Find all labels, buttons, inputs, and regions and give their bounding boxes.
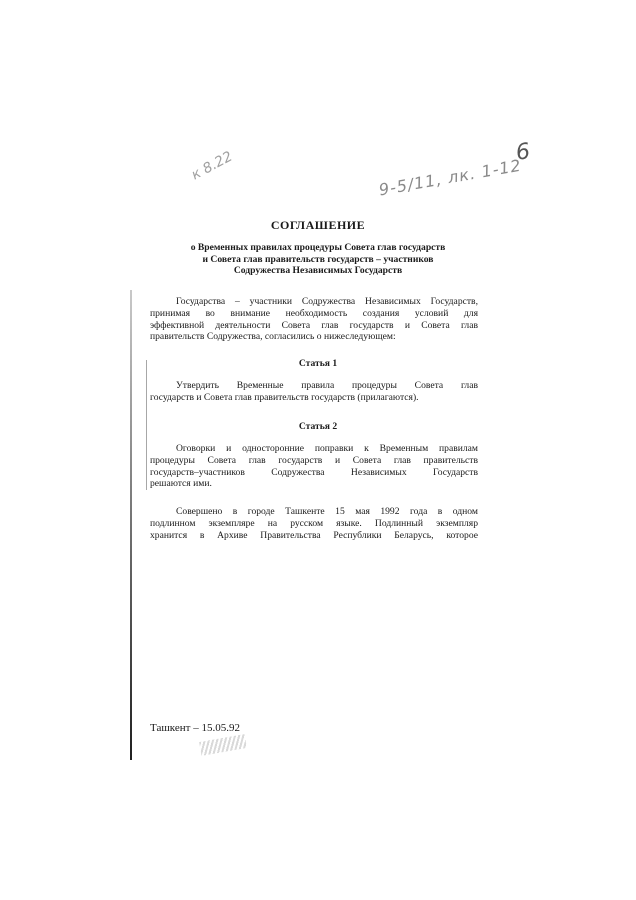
preamble-line: эффективной деятельности Совета глав государств и Совета глав (150, 319, 478, 331)
preamble-line: правительств Содружества, согласились о нижеследующем: (150, 331, 396, 343)
faint-stamp (199, 734, 247, 756)
article-2-line: Оговорки и односторонние поправки к Временным правилам (176, 443, 478, 454)
article-1-line: Утвердить Временные правила процедуры Совета глав (176, 380, 478, 391)
preamble-line: Государства – участники Содружества Независимых Государств, (176, 296, 478, 307)
closing-line: хранится в Архиве Правительства Республики Беларусь, которое (150, 529, 478, 541)
subtitle-line: Содружества Независимых Государств (233, 265, 403, 276)
preamble-line: принимая во внимание необходимость создания условий для (150, 307, 478, 319)
handwritten-mark: к 8.22 (188, 148, 236, 184)
subtitle-line: и Совета глав правительств государств – участников (202, 253, 434, 265)
closing-paragraph (150, 506, 478, 541)
article-1-line: государств и Совета глав правительств государств (прилагаются). (150, 391, 419, 403)
handwritten-reference: 9-5/11, лк. 1-12 (377, 155, 523, 200)
document-subtitle (150, 242, 486, 277)
article-2-text (150, 443, 478, 490)
article-2-line: государств–участников Содружества Независимых Государств (150, 466, 478, 478)
article-2-line: решаются ими. (150, 478, 212, 490)
article-1-text (150, 380, 478, 404)
closing-line: Совершено в городе Ташкенте 15 мая 1992 года в одном (176, 506, 478, 517)
place-and-date: Ташкент – 15.05.92 (150, 722, 240, 734)
document-title: СОГЛАШЕНИЕ (270, 218, 366, 232)
article-1-heading: Статья 1 (298, 358, 338, 369)
preamble-paragraph (150, 296, 478, 343)
article-2-heading: Статья 2 (298, 421, 338, 432)
closing-line: подлинном экземпляре на русском языке. Подлинный экземпляр (150, 517, 478, 529)
article-2-line: процедуры Совета глав государств и Совета глав правительств (150, 454, 478, 466)
subtitle-line: о Временных правилах процедуры Совета глав государств (190, 242, 446, 253)
handwritten-page-number: 6 (514, 139, 532, 166)
